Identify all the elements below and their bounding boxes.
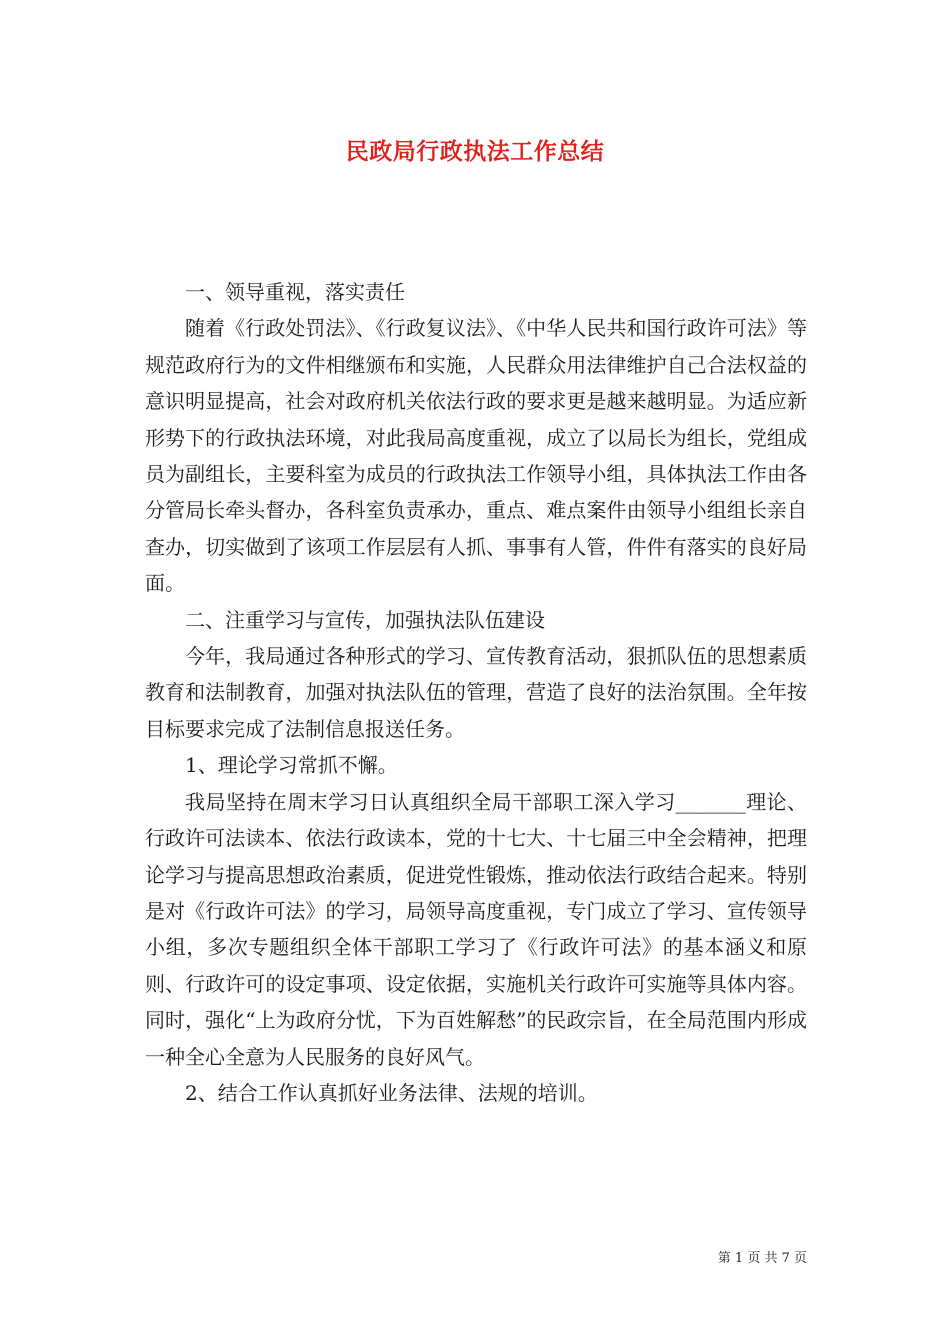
paragraph: 我局坚持在周末学习日认真组织全局干部职工深入学习_______理论、行政许可法读本、依法行政读本，党的十七大、十七届三中全会精神，把理论学习与提高思想政治素质，促进党性锻炼，推动依法行政结合起来。特别是对《行政许可法》的学习，局领导高度重视，专门成立了学习、宣传领导小组，多次专题组织全体干部职工学习了《行政许可法》的基本涵义和原则、行政许可的设定事项、设定依据，实施机关行政许可实施等具体内容。同时，强化“上为政府分忧，下为百姓解愁”的民政宗旨，在全局范围内形成一种全心全意为人民服务的良好风气。: [145, 789, 807, 1069]
paragraph: 今年，我局通过各种形式的学习、宣传教育活动，狠抓队伍的思想素质教育和法制教育，加强对执法队伍的管理，营造了良好的法治氛围。全年按目标要求完成了法制信息报送任务。: [145, 644, 807, 741]
subsection-heading-2: 2、结合工作认真抓好业务法律、法规的培训。: [185, 1080, 598, 1105]
section-heading-2: 二、注重学习与宣传，加强执法队伍建设: [185, 607, 545, 632]
document-body: [145, 274, 807, 1111]
section-heading-1: 一、领导重视，落实责任: [185, 280, 405, 304]
subsection-heading-1: 1、理论学习常抓不懈。: [185, 753, 398, 778]
paragraph: 随着《行政处罚法》、《行政复议法》、《中华人民共和国行政许可法》等规范政府行为的文件相继颁布和实施，人民群众用法律维护自己合法权益的意识明显提高，社会对政府机关依法行政的要求更是越来越明显。为适应新形势下的行政执法环境，对此我局高度重视，成立了以局长为组长，党组成员为副组长，主要科室为成员的行政执法工作领导小组，具体执法工作由各分管局长牵头督办，各科室负责承办，重点、难点案件由领导小组组长亲自查办，切实做到了该项工作层层有人抓、事事有人管，件件有落实的良好局面。: [145, 316, 807, 596]
page-number: 第 1 页 共 7 页: [717, 1251, 807, 1266]
document-title: 民政局行政执法工作总结: [345, 138, 605, 165]
